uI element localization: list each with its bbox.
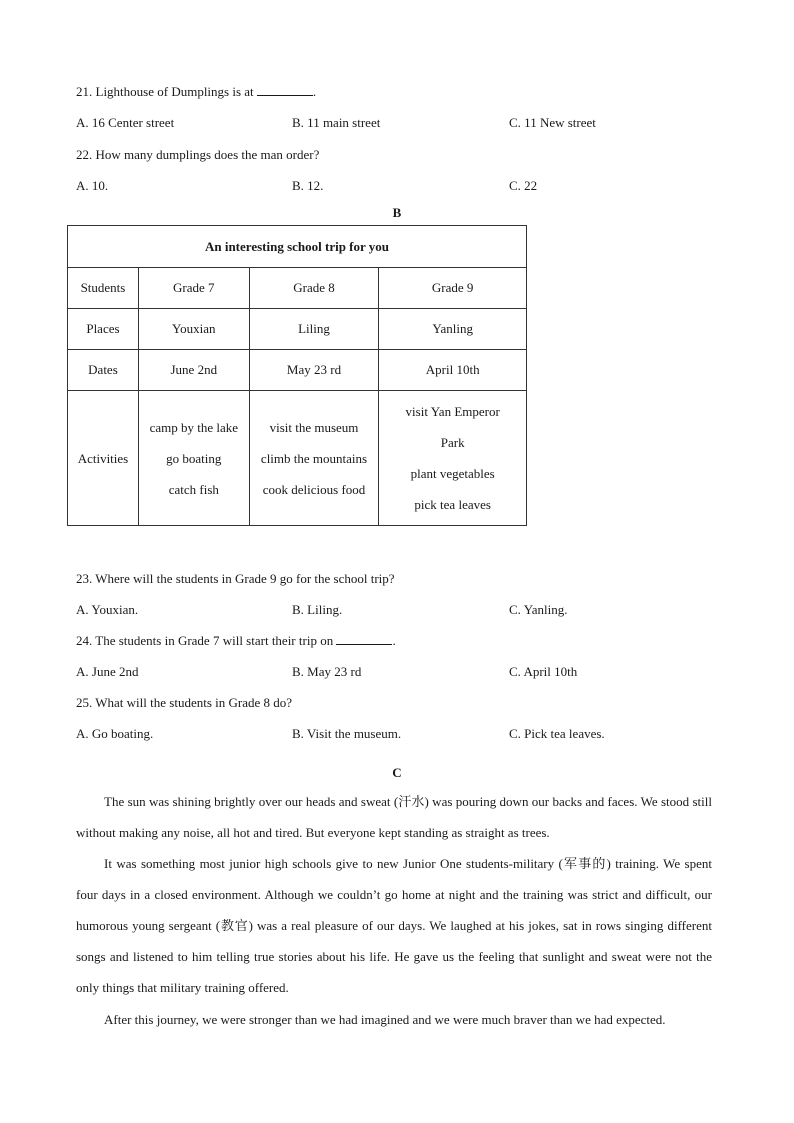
activity-item: Park [440,435,465,450]
cell-grade8-header: Grade 8 [249,268,379,309]
option-22-b: B. 12. [292,178,324,193]
activity-item: catch fish [168,481,219,497]
activity-item: visit Yan Emperor [405,404,500,419]
cell-grade8-activities [249,391,379,526]
answer-blank [257,85,313,96]
option-23-b: B. Liling. [292,602,343,617]
question-23: 23. Where will the students in Grade 9 go for the school trip? [76,571,395,586]
option-22-a: A. 10. [76,178,109,193]
option-21-b: B. 11 main street [292,115,381,130]
table-row-students [68,268,527,309]
option-21-c: C. 11 New street [509,115,596,130]
table-title: An interesting school trip for you [68,226,527,268]
row-label-activities: Activities [68,391,139,526]
question-21-text: 21. Lighthouse of Dumplings is at [76,84,254,99]
cell-grade8-place: Liling [249,309,379,350]
option-23-c: C. Yanling. [509,602,568,617]
cell-grade7-activities [138,391,249,526]
table-row-dates [68,350,527,391]
question-24 [76,633,396,649]
question-25: 25. What will the students in Grade 8 do? [76,695,293,710]
table-title-row [68,226,527,268]
cell-grade7-place: Youxian [138,309,249,350]
cell-grade7-header: Grade 7 [138,268,249,309]
question-24-text: 24. The students in Grade 7 will start their trip on [76,633,334,648]
activity-item: pick tea leaves [414,497,491,512]
question-21 [76,84,316,100]
section-c-heading: C [392,765,402,780]
option-23-a: A. Youxian. [76,602,139,617]
row-label-students: Students [68,268,139,309]
section-b-heading: B [392,205,402,220]
cell-grade8-date: May 23 rd [249,350,379,391]
option-24-c: C. April 10th [509,664,578,679]
school-trip-table [67,225,527,526]
option-25-c: C. Pick tea leaves. [509,726,605,741]
row-label-places: Places [68,309,139,350]
activity-item: camp by the lake [149,419,238,435]
passage-paragraph-2: It was something most junior high schools give to new Junior One students-military (军事的) training. We spent four days in a closed environment. Although we couldn’t go home at night and the training was strict and difficult, our humorous young sergeant (教官) was a real pleasure of our days. We laughed at his jokes, sat in rows singing different songs and listened to him telling true stories about his life. He gave us the feeling that sunlight and sweat were not the only things that military training offered. [76,856,712,995]
activity-item: cook delicious food [262,481,366,497]
cell-grade9-header: Grade 9 [379,268,527,309]
cell-grade7-date: June 2nd [138,350,249,391]
option-25-b: B. Visit the museum. [292,726,402,741]
table-row-activities [68,391,527,526]
option-25-a: A. Go boating. [76,726,154,741]
activity-item: climb the mountains [260,450,368,466]
question-21-end: . [312,84,317,99]
table-row-places [68,309,527,350]
cell-grade9-date: April 10th [379,350,527,391]
question-22: 22. How many dumplings does the man order? [76,147,320,162]
row-label-dates: Dates [68,350,139,391]
passage-paragraph-3: After this journey, we were stronger than we had imagined and we were much braver than we had expected. [104,1012,666,1027]
activity-item: go boating [166,450,222,466]
option-21-a: A. 16 Center street [76,115,175,130]
question-24-end: . [392,633,396,648]
activity-item: visit the museum [269,419,359,435]
option-22-c: C. 22 [509,178,538,193]
cell-grade9-activities [379,391,527,526]
answer-blank [336,634,392,645]
option-24-a: A. June 2nd [76,664,139,679]
cell-grade9-place: Yanling [379,309,527,350]
option-24-b: B. May 23 rd [292,664,362,679]
passage-paragraph-1: The sun was shining brightly over our heads and sweat (汗水) was pouring down our backs and faces. We stood still without making any noise, all hot and tired. But everyone kept standing as straight as trees. [76,794,712,840]
activity-item: plant vegetables [410,466,495,481]
